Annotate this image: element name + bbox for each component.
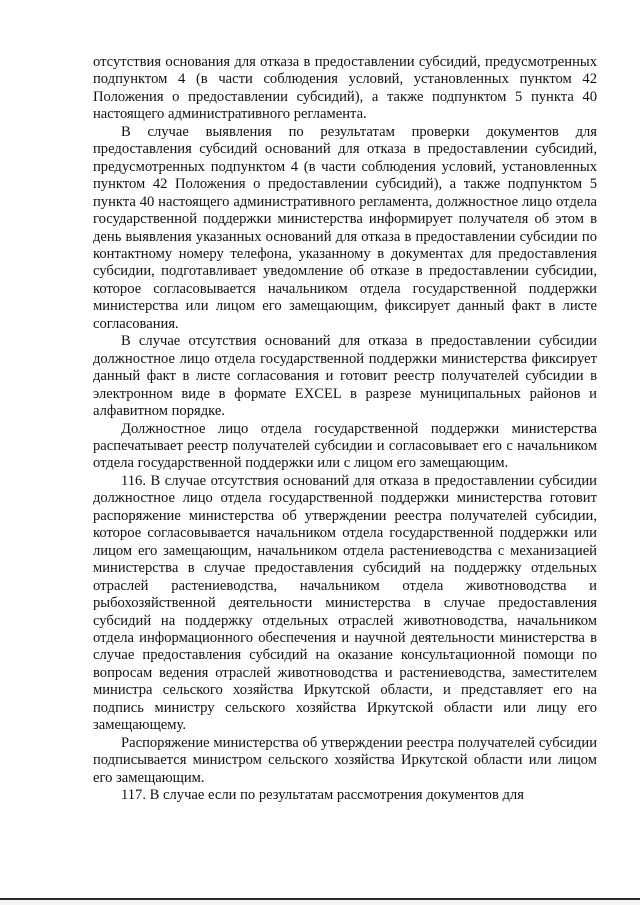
paragraph-no-refusal-register: В случае отсутствия оснований для отказа в предоставлении субсидии должностное лицо отдела государственной поддержки министерства фиксирует данный факт в листе согласования и готовит реестр получателей субсидии в электронном виде в формате EXCEL в разрезе муниципальных районов и алфавитном порядке. xyxy=(93,333,597,420)
paragraph-item-116: 116. В случае отсутствия оснований для отказа в предоставлении субсидии должностное лицо отдела государственной поддержки министерства готовит распоряжение министерства об утверждении реестра получателей субсидии, которое согласовывается начальником отдела государственной поддержки или лицом его замещающим, начальником отдела растениеводства с механизацией министерства в случае предоставления субсидий на поддержку отдельных отраслей растениеводства, начальником отдела животноводства и рыбохозяйственной деятельности министерства в случае предоставления субсидий на поддержку отдельных отраслей животноводства, начальником отдела информационного обеспечения и научной деятельности министерства в случае предоставления субсидий на оказание консультационной помощи по вопросам ведения отраслей животноводства и растениеводства, заместителем министра сельского хозяйства Иркутской области, и представляет его на подпись министру сельского хозяйства Иркутской области или лицу его замещающему. xyxy=(93,472,597,734)
paragraph-register-approval: Должностное лицо отдела государственной поддержки министерства распечатывает реестр получателей субсидии и согласовывает его с начальником отдела государственной поддержки или с лицом его замещающим. xyxy=(93,420,597,472)
paragraph-refusal-notification: В случае выявления по результатам проверки документов для предоставления субсидий оснований для отказа в предоставлении субсидий, предусмотренных подпунктом 4 (в части соблюдения условий, установленных пунктом 42 Положения о предоставлении субсидий), а также подпунктом 5 пункта 40 настоящего административного регламента, должностное лицо отдела государственной поддержки министерства информирует получателя об этом в день выявления указанных оснований для отказа в предоставлении субсидии по контактному номеру телефона, указанному в документах для предоставления субсидии, подготавливает уведомление об отказе в предоставлении субсидии, которое согласовывается начальником отдела государственной поддержки министерства или лицом его замещающим, фиксирует данный факт в листе согласования. xyxy=(93,123,597,332)
paragraph-order-signed: Распоряжение министерства об утверждении реестра получателей субсидии подписывается министром сельского хозяйства Иркутской области или лицом его замещающим. xyxy=(93,734,597,786)
paragraph-continuation: отсутствия основания для отказа в предоставлении субсидий, предусмотренных подпунктом 4 (в части соблюдения условий, установленных пунктом 42 Положения о предоставлении субсидий), а также подпунктом 5 пункта 40 настоящего административного регламента. xyxy=(93,54,597,123)
page-bottom-edge xyxy=(0,900,640,905)
document-body xyxy=(93,54,597,804)
paragraph-item-117: 117. В случае если по результатам рассмотрения документов для xyxy=(121,787,524,804)
